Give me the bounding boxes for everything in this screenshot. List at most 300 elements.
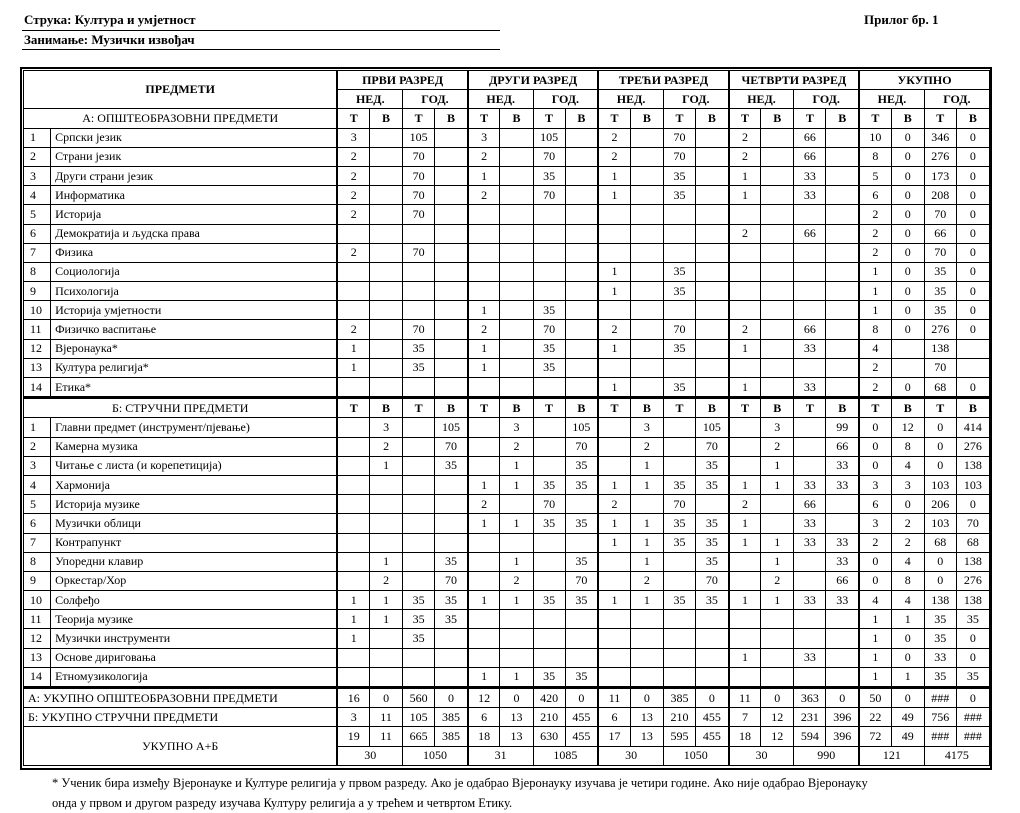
hours-cell: [565, 128, 598, 147]
subject-name: Контрапункт: [51, 533, 338, 552]
hours-cell: 1: [598, 533, 630, 552]
hours-cell: [761, 629, 794, 648]
subjects-header: ПРЕДМЕТИ: [24, 71, 338, 109]
ned-header: НЕД.: [337, 90, 402, 109]
hours-cell: 1: [468, 358, 500, 377]
row-number: 7: [24, 533, 51, 552]
total-cell: 210: [663, 708, 695, 727]
hours-cell: [696, 378, 729, 398]
hours-cell: [500, 128, 533, 147]
hours-cell: [663, 667, 695, 687]
hours-cell: 1: [630, 591, 663, 610]
hours-cell: [630, 166, 663, 185]
hours-cell: [370, 320, 403, 339]
hours-cell: 35: [533, 358, 565, 377]
hours-cell: 1: [598, 186, 630, 205]
hours-cell: 70: [435, 571, 468, 590]
hours-cell: [337, 475, 369, 494]
subject-row: [24, 339, 990, 358]
hours-cell: 0: [891, 495, 924, 514]
hours-cell: [500, 262, 533, 281]
hours-cell: 2: [598, 128, 630, 147]
hours-cell: 0: [891, 378, 924, 398]
hours-cell: [500, 320, 533, 339]
v-header: В: [761, 398, 794, 418]
subject-row: [24, 282, 990, 301]
subject-row: [24, 262, 990, 281]
v-header: В: [500, 398, 533, 418]
hours-cell: 105: [435, 418, 468, 437]
hours-cell: [533, 437, 565, 456]
hours-cell: [826, 378, 859, 398]
hours-cell: 1: [729, 339, 761, 358]
hours-cell: [696, 667, 729, 687]
hours-cell: 70: [663, 495, 695, 514]
hours-cell: 35: [924, 262, 956, 281]
hours-cell: 138: [956, 552, 989, 571]
year-header-3: ТРЕЋИ РАЗРЕД: [598, 71, 728, 90]
row-number: 2: [24, 147, 51, 166]
hours-cell: 2: [630, 437, 663, 456]
hours-cell: [794, 610, 826, 629]
hours-cell: 35: [663, 591, 695, 610]
hours-cell: [500, 495, 533, 514]
hours-cell: [337, 533, 369, 552]
hours-cell: [370, 243, 403, 262]
hours-cell: [891, 339, 924, 358]
hours-cell: [598, 629, 630, 648]
hours-cell: 2: [370, 437, 403, 456]
hours-cell: [663, 224, 695, 243]
subject-name: Страни језик: [51, 147, 338, 166]
total-cell: 16: [337, 688, 369, 708]
hours-cell: 1: [468, 667, 500, 687]
v-header: В: [956, 109, 989, 128]
hours-cell: 0: [891, 128, 924, 147]
row-number: 4: [24, 186, 51, 205]
hours-cell: [337, 552, 369, 571]
hours-cell: 3: [337, 128, 369, 147]
hours-cell: 138: [956, 456, 989, 475]
hours-cell: 35: [533, 475, 565, 494]
subject-row: [24, 648, 990, 667]
hours-cell: 0: [859, 437, 891, 456]
hours-cell: 33: [826, 533, 859, 552]
row-number: 10: [24, 301, 51, 320]
hours-cell: [630, 205, 663, 224]
total-cell: ###: [956, 727, 989, 746]
subject-row: [24, 224, 990, 243]
hours-cell: 66: [794, 320, 826, 339]
t-header: Т: [403, 398, 435, 418]
t-header: Т: [598, 109, 630, 128]
hours-cell: 0: [891, 186, 924, 205]
hours-cell: [794, 552, 826, 571]
subject-name: Музички инструменти: [51, 629, 338, 648]
hours-cell: 35: [435, 552, 468, 571]
hours-cell: 208: [924, 186, 956, 205]
hours-cell: 33: [794, 378, 826, 398]
v-header: В: [370, 109, 403, 128]
hours-cell: [794, 282, 826, 301]
hours-cell: 70: [565, 571, 598, 590]
hours-cell: 1: [761, 475, 794, 494]
hours-cell: 66: [924, 224, 956, 243]
hours-cell: 2: [859, 243, 891, 262]
hours-cell: 0: [891, 262, 924, 281]
sum-cell: 30: [598, 746, 663, 765]
total-cell: 13: [630, 727, 663, 746]
subject-name: Упоредни клавир: [51, 552, 338, 571]
year-header-4: ЧЕТВРТИ РАЗРЕД: [729, 71, 859, 90]
hours-cell: 35: [956, 610, 989, 629]
hours-cell: [794, 456, 826, 475]
hours-cell: [794, 243, 826, 262]
hours-cell: 33: [826, 552, 859, 571]
hours-cell: 35: [663, 262, 695, 281]
hours-cell: 33: [794, 166, 826, 185]
hours-cell: 276: [956, 571, 989, 590]
hours-cell: [435, 282, 468, 301]
hours-cell: 1: [729, 591, 761, 610]
prilog-label: Прилог бр. 1: [864, 12, 939, 27]
god-header: ГОД.: [924, 90, 989, 109]
total-cell: 455: [565, 708, 598, 727]
hours-cell: 35: [924, 301, 956, 320]
hours-cell: [370, 147, 403, 166]
hours-cell: 6: [859, 186, 891, 205]
row-number: 3: [24, 166, 51, 185]
v-header: В: [696, 109, 729, 128]
subject-name: Читање с листа (и корепетиција): [51, 456, 338, 475]
t-header: Т: [729, 398, 761, 418]
hours-cell: 70: [663, 147, 695, 166]
hours-cell: [468, 648, 500, 667]
hours-cell: 70: [403, 320, 435, 339]
hours-cell: 2: [370, 571, 403, 590]
hours-cell: [826, 667, 859, 687]
hours-cell: [533, 456, 565, 475]
hours-cell: 33: [826, 475, 859, 494]
section-header: А: ОПШТЕОБРАЗОВНИ ПРЕДМЕТИ: [24, 109, 338, 128]
hours-cell: 68: [924, 378, 956, 398]
hours-cell: 1: [598, 262, 630, 281]
hours-cell: [794, 667, 826, 687]
hours-cell: [729, 282, 761, 301]
hours-cell: [598, 648, 630, 667]
sum-cell: 30: [337, 746, 402, 765]
hours-cell: 2: [859, 358, 891, 377]
subject-row: [24, 571, 990, 590]
hours-cell: [533, 262, 565, 281]
subject-row: [24, 186, 990, 205]
hours-cell: 2: [500, 571, 533, 590]
hours-cell: 0: [924, 571, 956, 590]
hours-cell: [761, 610, 794, 629]
hours-cell: 35: [565, 667, 598, 687]
hours-cell: 3: [761, 418, 794, 437]
hours-cell: 105: [696, 418, 729, 437]
total-cell: 18: [729, 727, 761, 746]
hours-cell: [565, 648, 598, 667]
hours-cell: [663, 456, 695, 475]
hours-cell: 35: [924, 282, 956, 301]
v-header: В: [826, 109, 859, 128]
subject-name: Историја умјетности: [51, 301, 338, 320]
hours-cell: 35: [403, 358, 435, 377]
hours-cell: [403, 378, 435, 398]
hours-cell: [435, 648, 468, 667]
hours-cell: 35: [663, 514, 695, 533]
hours-cell: 33: [794, 514, 826, 533]
hours-cell: 0: [956, 205, 989, 224]
hours-cell: [696, 358, 729, 377]
hours-cell: 276: [924, 320, 956, 339]
subject-row: [24, 533, 990, 552]
hours-cell: [598, 205, 630, 224]
struka-label: Струка: Култура и умјетност: [24, 12, 196, 27]
hours-cell: 35: [533, 591, 565, 610]
hours-cell: [598, 243, 630, 262]
hours-cell: [403, 456, 435, 475]
zanimanje-underline: [22, 49, 500, 50]
total-cell: 11: [370, 708, 403, 727]
total-cell: 363: [794, 688, 826, 708]
hours-cell: 2: [761, 571, 794, 590]
hours-cell: 35: [956, 667, 989, 687]
year-header-total: УКУПНО: [859, 71, 989, 90]
hours-cell: [370, 533, 403, 552]
hours-cell: [403, 262, 435, 281]
hours-cell: [370, 186, 403, 205]
hours-cell: 1: [891, 667, 924, 687]
hours-cell: 1: [761, 533, 794, 552]
hours-cell: [565, 495, 598, 514]
hours-cell: 35: [663, 339, 695, 358]
hours-cell: 0: [956, 262, 989, 281]
hours-cell: 1: [598, 339, 630, 358]
hours-cell: 35: [565, 552, 598, 571]
hours-cell: [468, 533, 500, 552]
hours-cell: 2: [859, 533, 891, 552]
hours-cell: 2: [729, 147, 761, 166]
subject-name: Теорија музике: [51, 610, 338, 629]
hours-cell: 2: [729, 128, 761, 147]
footnote-line-2: онда у првом и другом разреду изучава Културу религија а у трећем и четвртом Етику.: [52, 796, 513, 810]
hours-cell: [500, 378, 533, 398]
hours-cell: [500, 533, 533, 552]
sum-cell: 30: [729, 746, 794, 765]
total-cell: 396: [826, 708, 859, 727]
total-cell: 18: [468, 727, 500, 746]
t-header: Т: [924, 398, 956, 418]
hours-cell: 2: [468, 495, 500, 514]
v-header: В: [435, 109, 468, 128]
hours-cell: [565, 282, 598, 301]
hours-cell: [435, 262, 468, 281]
hours-cell: [663, 648, 695, 667]
hours-cell: [696, 243, 729, 262]
hours-cell: [403, 418, 435, 437]
hours-cell: [435, 166, 468, 185]
hours-cell: 1: [729, 378, 761, 398]
total-cell: 0: [565, 688, 598, 708]
hours-cell: 2: [598, 320, 630, 339]
hours-cell: [337, 437, 369, 456]
hours-cell: 2: [337, 186, 369, 205]
hours-cell: 4: [859, 591, 891, 610]
hours-cell: [468, 224, 500, 243]
total-cell: 210: [533, 708, 565, 727]
hours-cell: 35: [696, 456, 729, 475]
total-cell: 231: [794, 708, 826, 727]
sum-cell: 121: [859, 746, 924, 765]
hours-cell: [403, 648, 435, 667]
hours-cell: [663, 610, 695, 629]
hours-cell: [794, 262, 826, 281]
total-cell: 12: [761, 727, 794, 746]
hours-cell: 105: [403, 128, 435, 147]
hours-cell: 35: [565, 475, 598, 494]
hours-cell: [598, 552, 630, 571]
hours-cell: [468, 456, 500, 475]
hours-cell: 0: [956, 243, 989, 262]
subject-row: [24, 205, 990, 224]
hours-cell: [370, 514, 403, 533]
hours-cell: 103: [924, 475, 956, 494]
hours-cell: 33: [924, 648, 956, 667]
t-header: Т: [403, 109, 435, 128]
hours-cell: 0: [956, 495, 989, 514]
hours-cell: [468, 629, 500, 648]
hours-cell: 2: [337, 243, 369, 262]
t-header: Т: [533, 398, 565, 418]
hours-cell: [729, 262, 761, 281]
hours-cell: 1: [337, 591, 369, 610]
footnote: [52, 773, 1002, 813]
hours-cell: [663, 571, 695, 590]
row-number: 13: [24, 358, 51, 377]
row-number: 8: [24, 552, 51, 571]
hours-cell: [370, 667, 403, 687]
hours-cell: [956, 358, 989, 377]
hours-cell: [696, 262, 729, 281]
hours-cell: [663, 437, 695, 456]
hours-cell: 0: [924, 437, 956, 456]
hours-cell: [826, 514, 859, 533]
hours-cell: [761, 301, 794, 320]
hours-cell: 1: [729, 533, 761, 552]
subject-name: Култура религија*: [51, 358, 338, 377]
v-header: В: [500, 109, 533, 128]
hours-cell: 173: [924, 166, 956, 185]
hours-cell: 35: [663, 282, 695, 301]
total-cell: 0: [696, 688, 729, 708]
hours-cell: 0: [956, 320, 989, 339]
hours-cell: [500, 282, 533, 301]
sum-cell: 1085: [533, 746, 598, 765]
t-header: Т: [859, 109, 891, 128]
hours-cell: 33: [794, 591, 826, 610]
hours-cell: [370, 301, 403, 320]
t-header: Т: [533, 109, 565, 128]
subject-row: [24, 495, 990, 514]
total-cell: 385: [435, 727, 468, 746]
hours-cell: 70: [924, 243, 956, 262]
hours-cell: 35: [403, 629, 435, 648]
v-header: В: [435, 398, 468, 418]
hours-cell: [468, 262, 500, 281]
hours-cell: 35: [565, 514, 598, 533]
hours-cell: 70: [924, 358, 956, 377]
hours-cell: [761, 205, 794, 224]
hours-cell: 1: [468, 166, 500, 185]
hours-cell: 2: [859, 205, 891, 224]
hours-cell: 0: [956, 301, 989, 320]
hours-cell: [891, 358, 924, 377]
hours-cell: [826, 243, 859, 262]
subject-name: Информатика: [51, 186, 338, 205]
hours-cell: [794, 629, 826, 648]
row-number: 9: [24, 571, 51, 590]
hours-cell: [435, 224, 468, 243]
hours-cell: [761, 378, 794, 398]
hours-cell: 0: [859, 418, 891, 437]
hours-cell: [630, 243, 663, 262]
hours-cell: 1: [729, 186, 761, 205]
hours-cell: 1: [500, 456, 533, 475]
hours-cell: [826, 339, 859, 358]
ned-header: НЕД.: [729, 90, 794, 109]
hours-cell: [826, 282, 859, 301]
hours-cell: [663, 418, 695, 437]
ned-header: НЕД.: [859, 90, 924, 109]
hours-cell: 66: [794, 224, 826, 243]
t-header: Т: [337, 109, 369, 128]
hours-cell: [696, 629, 729, 648]
hours-cell: 3: [370, 418, 403, 437]
subject-name: Демократија и људска права: [51, 224, 338, 243]
hours-cell: 0: [956, 378, 989, 398]
hours-cell: 3: [500, 418, 533, 437]
hours-cell: [370, 224, 403, 243]
hours-cell: 3: [630, 418, 663, 437]
hours-cell: [337, 648, 369, 667]
subject-row: [24, 629, 990, 648]
hours-cell: 0: [891, 648, 924, 667]
hours-cell: [565, 243, 598, 262]
hours-cell: 35: [924, 629, 956, 648]
subject-row: [24, 147, 990, 166]
hours-cell: [761, 514, 794, 533]
hours-cell: 346: [924, 128, 956, 147]
hours-cell: 70: [403, 166, 435, 185]
hours-cell: [598, 418, 630, 437]
hours-cell: [696, 186, 729, 205]
hours-cell: [565, 339, 598, 358]
hours-cell: 1: [859, 282, 891, 301]
subject-name: Основе дириговања: [51, 648, 338, 667]
hours-cell: 1: [468, 475, 500, 494]
hours-cell: [761, 320, 794, 339]
hours-cell: 35: [696, 475, 729, 494]
subject-name: Етномузикологија: [51, 667, 338, 687]
hours-cell: [956, 339, 989, 358]
hours-cell: 276: [924, 147, 956, 166]
hours-cell: 99: [826, 418, 859, 437]
hours-cell: 0: [859, 552, 891, 571]
total-cell: ###: [924, 727, 956, 746]
